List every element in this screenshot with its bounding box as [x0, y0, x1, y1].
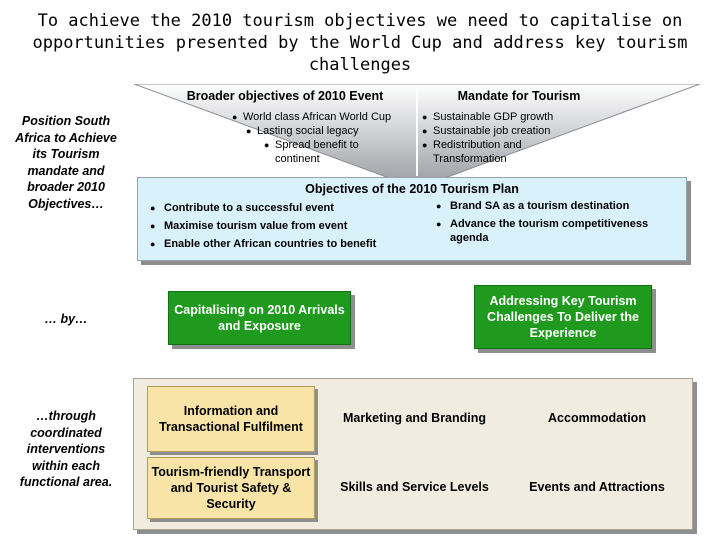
mandate-heading: Mandate for Tourism [457, 89, 581, 103]
list-item: ● World class African World Cup [232, 110, 402, 124]
marketing-branding-area: Marketing and Branding [342, 411, 487, 425]
through-label: …through coordinated interventions within each functional area. [19, 409, 113, 489]
addressing-box: Addressing Key Tourism Challenges To Deliver the Experience [474, 285, 652, 349]
list-item: ● Sustainable GDP growth [422, 110, 582, 124]
transport-safety-tile: Tourism-friendly Transport and Tourist Safety & Security [147, 457, 315, 519]
list-item: ● Maximise tourism value from event [150, 217, 420, 235]
plan-right-list [436, 199, 676, 245]
list-item: ● Lasting social legacy [246, 124, 402, 138]
list-item: ● Spread benefit to continent [264, 138, 385, 166]
page-title: To achieve the 2010 tourism objectives we need to capitalise on opportunities presented by the World Cup and address key tourism challenges [32, 11, 688, 75]
broader-objectives-heading: Broader objectives of 2010 Event [186, 89, 384, 103]
list-item: ● Brand SA as a tourism destination [436, 199, 676, 213]
list-item: ● Redistribution and Transformation [422, 138, 558, 166]
events-attractions-area: Events and Attractions [529, 480, 665, 494]
tourism-plan-title: Objectives of the 2010 Tourism Plan [305, 182, 519, 196]
tourism-plan-box [137, 177, 687, 261]
accommodation-area: Accommodation [548, 411, 646, 425]
by-label: … by… [44, 312, 88, 326]
info-fulfilment-tile: Information and Transactional Fulfilment [147, 386, 315, 452]
position-label: Position South Africa to Achieve its Tourism mandate and broader 2010 Objectives… [15, 114, 117, 211]
functional-areas-panel [133, 378, 693, 530]
skills-service-area: Skills and Service Levels [340, 480, 489, 494]
list-item: ● Advance the tourism competitiveness agenda [436, 217, 676, 245]
mandate-list [422, 110, 582, 166]
capitalising-box: Capitalising on 2010 Arrivals and Exposure [168, 291, 351, 345]
list-item: ● Sustainable job creation [422, 124, 582, 138]
broader-objectives-list [232, 110, 402, 166]
plan-left-list [150, 199, 420, 253]
list-item: ● Enable other African countries to benefit [150, 235, 420, 253]
list-item: ● Contribute to a successful event [150, 199, 420, 217]
